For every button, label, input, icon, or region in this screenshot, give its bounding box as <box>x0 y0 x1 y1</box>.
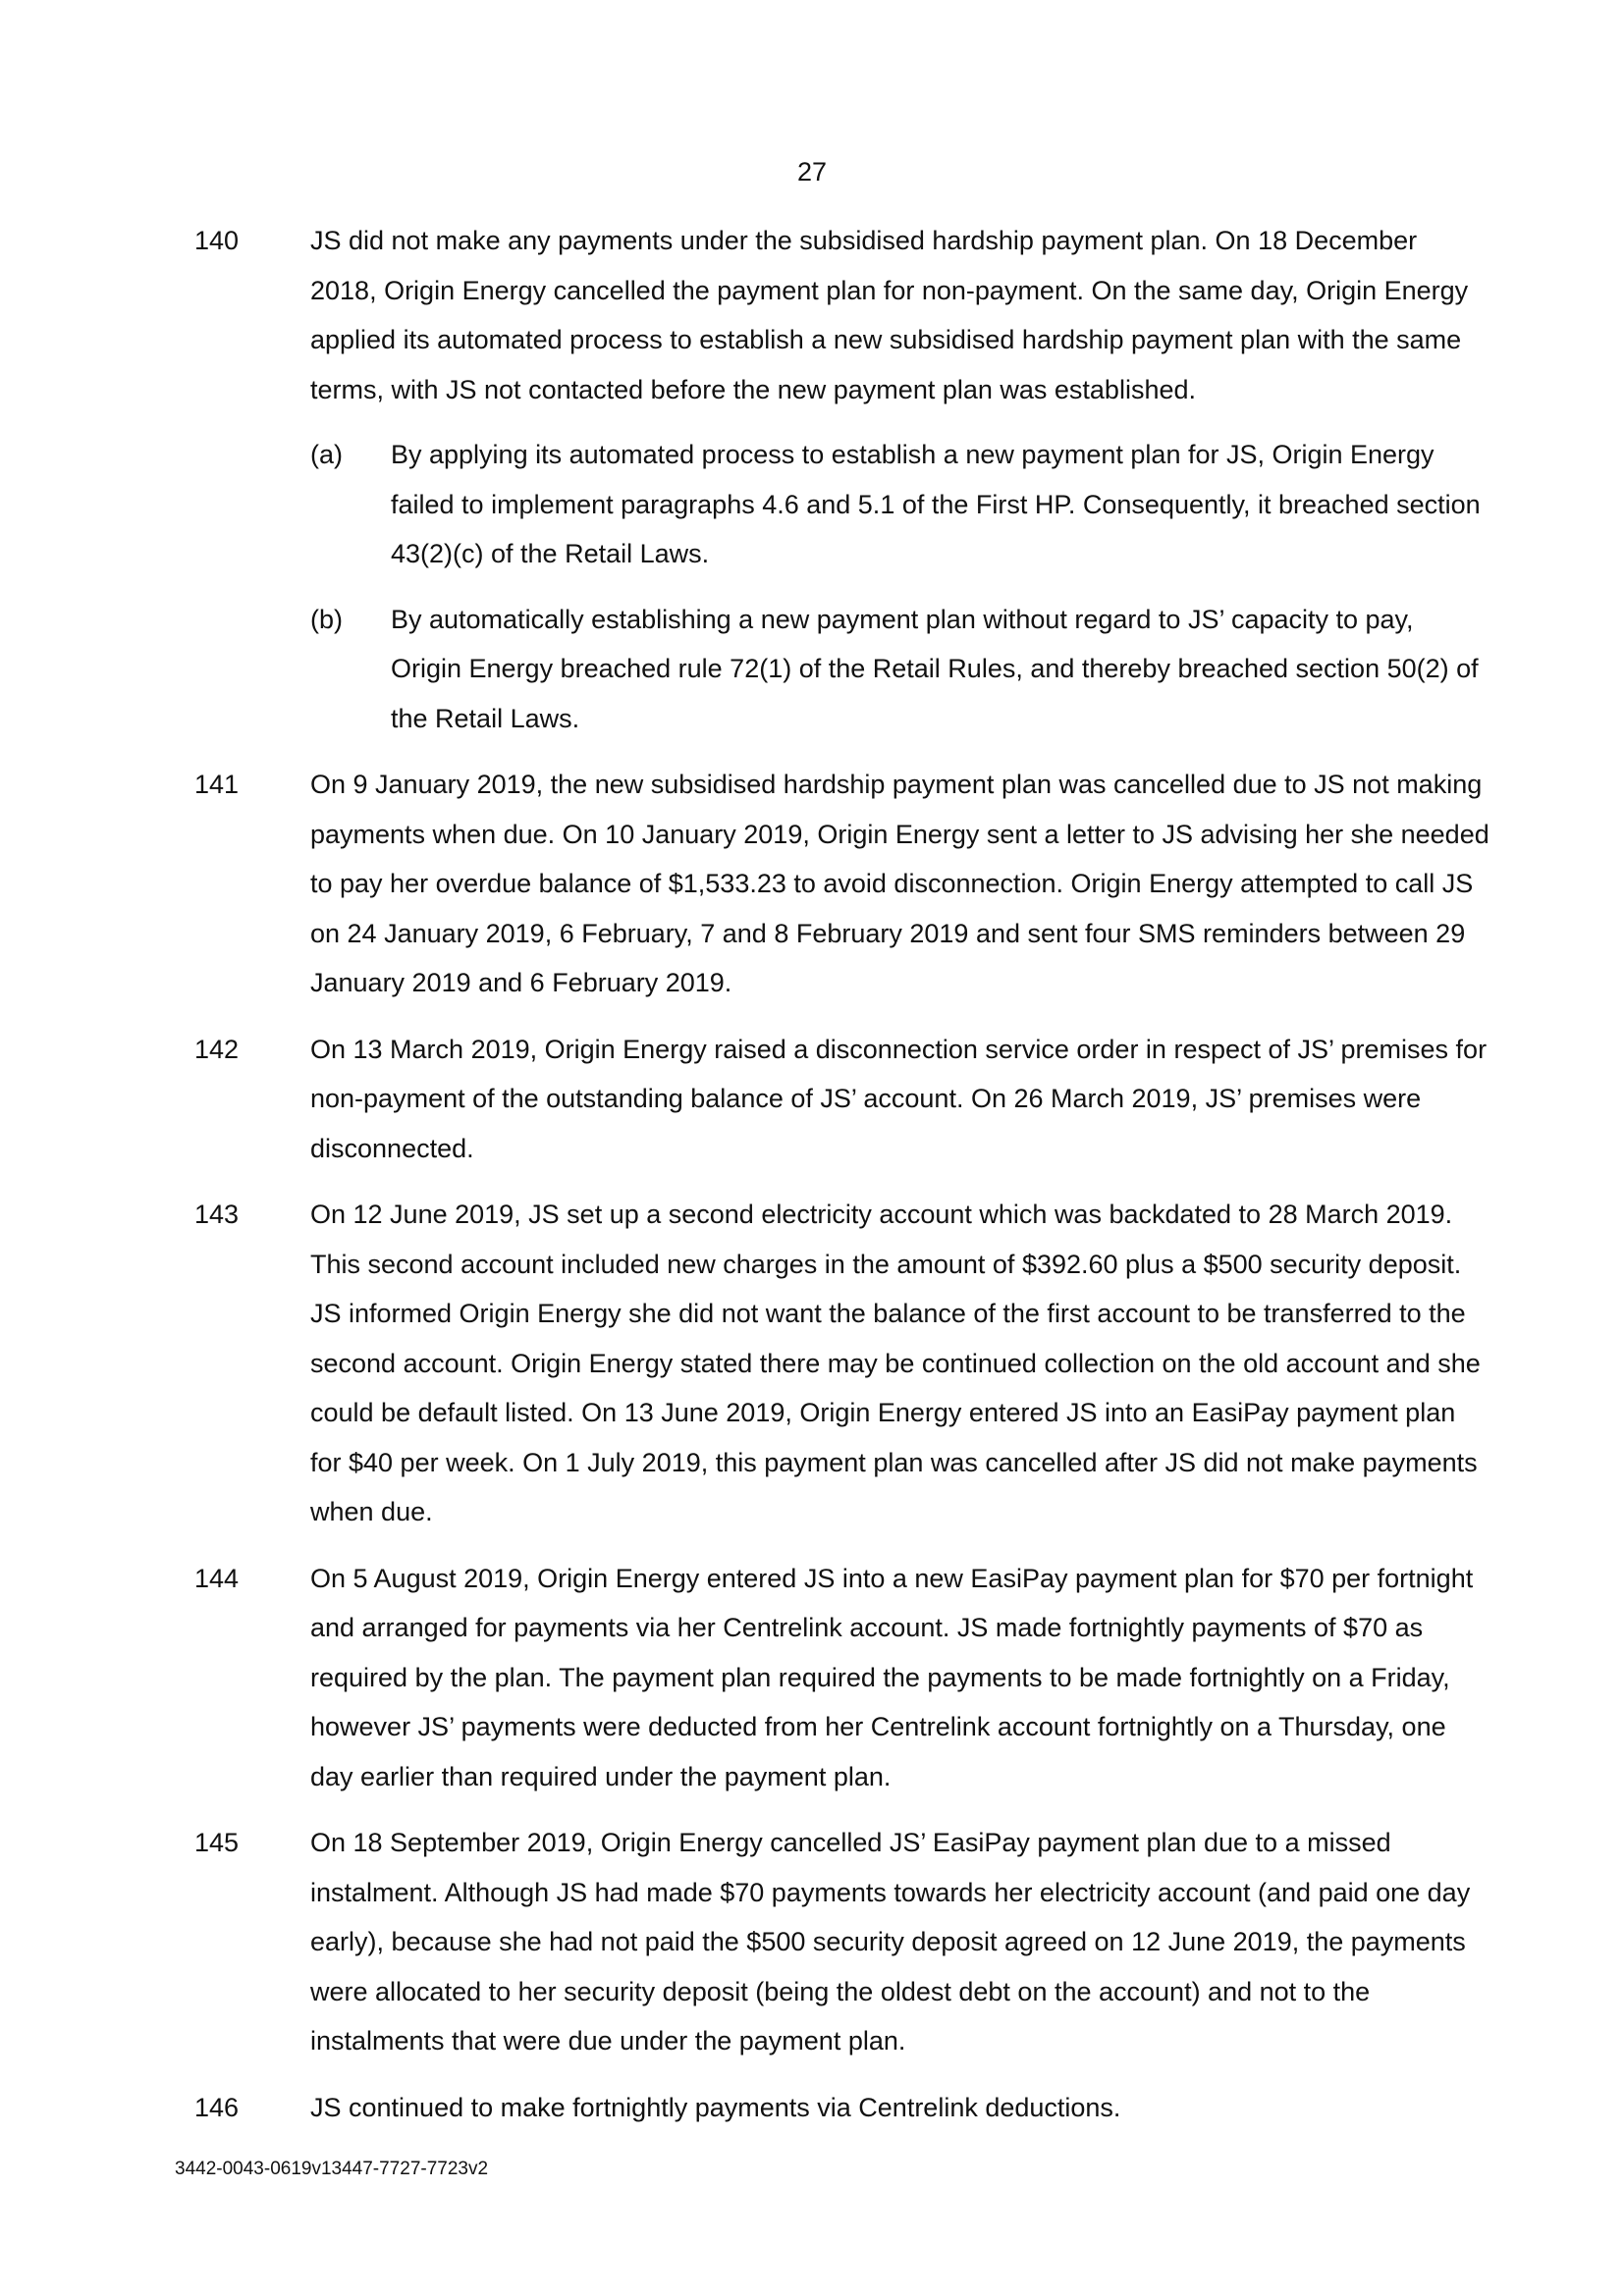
paragraph-number: 140 <box>194 226 240 255</box>
subparagraph-text: By automatically establishing a new payment plan without regard to JS’ capacity to pay, Origin Energy breached rule 72(1) of the Retail Rules, and thereby breached section 50(2) of the Retail Laws. <box>391 604 1479 733</box>
paragraph-141 <box>194 760 1490 1008</box>
paragraph-142 <box>194 1025 1490 1174</box>
paragraph-number: 144 <box>194 1563 240 1593</box>
paragraph-number: 146 <box>194 2092 240 2122</box>
paragraph-text: On 5 August 2019, Origin Energy entered JS into a new EasiPay payment plan for $70 per fortnight and arranged for payments via her Centrelink account. JS made fortnightly payments of $70 as required by the plan. The payment plan required the payments to be made fortnightly on a Friday, however JS’ payments were deducted from her Centrelink account fortnightly on a Thursday, one day earlier than required under the payment plan. <box>310 1563 1474 1791</box>
paragraph-text: JS did not make any payments under the subsidised hardship payment plan. On 18 December 2018, Origin Energy cancelled the payment plan for non-payment. On the same day, Origin Energy applied its automated process to establish a new subsidised hardship payment plan with the same terms, with JS not contacted before the new payment plan was established. <box>310 226 1469 404</box>
paragraph-140 <box>194 216 1490 743</box>
paragraph-text: On 9 January 2019, the new subsidised hardship payment plan was cancelled due to JS not making payments when due. On 10 January 2019, Origin Energy sent a letter to JS advising her she needed to pay her overdue balance of $1,533.23 to avoid disconnection. Origin Energy attempted to call JS on 24 January 2019, 6 February, 7 and 8 February 2019 and sent four SMS reminders between 29 January 2019 and 6 February 2019. <box>310 770 1489 997</box>
subparagraph-text: By applying its automated process to establish a new payment plan for JS, Origin Energy failed to implement paragraphs 4.6 and 5.1 of the First HP. Consequently, it breached section 43(2)(c) of the Retail Laws. <box>391 440 1481 568</box>
subparagraph-a <box>194 430 1490 579</box>
paragraph-text: JS continued to make fortnightly payments via Centrelink deductions. <box>310 2092 1121 2122</box>
document-reference-footer: 3442-0043-0619v13447-7727-7723v2 <box>175 2159 489 2179</box>
paragraph-text: On 18 September 2019, Origin Energy cancelled JS’ EasiPay payment plan due to a missed instalment. Although JS had made $70 payments towards her electricity account (and paid one day early), because she had not paid the $500 security deposit agreed on 12 June 2019, the payments were allocated to her security deposit (being the oldest debt on the account) and not to the instalments that were due under the payment plan. <box>310 1828 1471 2056</box>
paragraph-number: 141 <box>194 770 240 799</box>
paragraph-143 <box>194 1190 1490 1537</box>
page-number: 27 <box>796 157 828 187</box>
paragraph-145 <box>194 1818 1490 2066</box>
paragraph-list <box>194 216 1490 2149</box>
paragraph-144 <box>194 1554 1490 1802</box>
subparagraph-label: (a) <box>310 440 343 469</box>
subparagraph-b <box>194 595 1490 744</box>
paragraph-number: 145 <box>194 1828 240 1857</box>
paragraph-text: On 12 June 2019, JS set up a second electricity account which was backdated to 28 March 2019. This second account included new charges in the amount of $392.60 plus a $500 security deposit. JS informed Origin Energy she did not want the balance of the first account to be transferred to the second account. Origin Energy stated there may be continued collection on the old account and she could be default listed. On 13 June 2019, Origin Energy entered JS into an EasiPay payment plan for $40 per week. On 1 July 2019, this payment plan was cancelled after JS did not make payments when due. <box>310 1200 1481 1526</box>
paragraph-146 <box>194 2083 1490 2133</box>
paragraph-text: On 13 March 2019, Origin Energy raised a disconnection service order in respect of JS’ premises for non-payment of the outstanding balance of JS’ account. On 26 March 2019, JS’ premises were disconnected. <box>310 1034 1488 1163</box>
paragraph-number: 143 <box>194 1200 240 1229</box>
subparagraph-label: (b) <box>310 604 343 634</box>
paragraph-number: 142 <box>194 1034 240 1064</box>
